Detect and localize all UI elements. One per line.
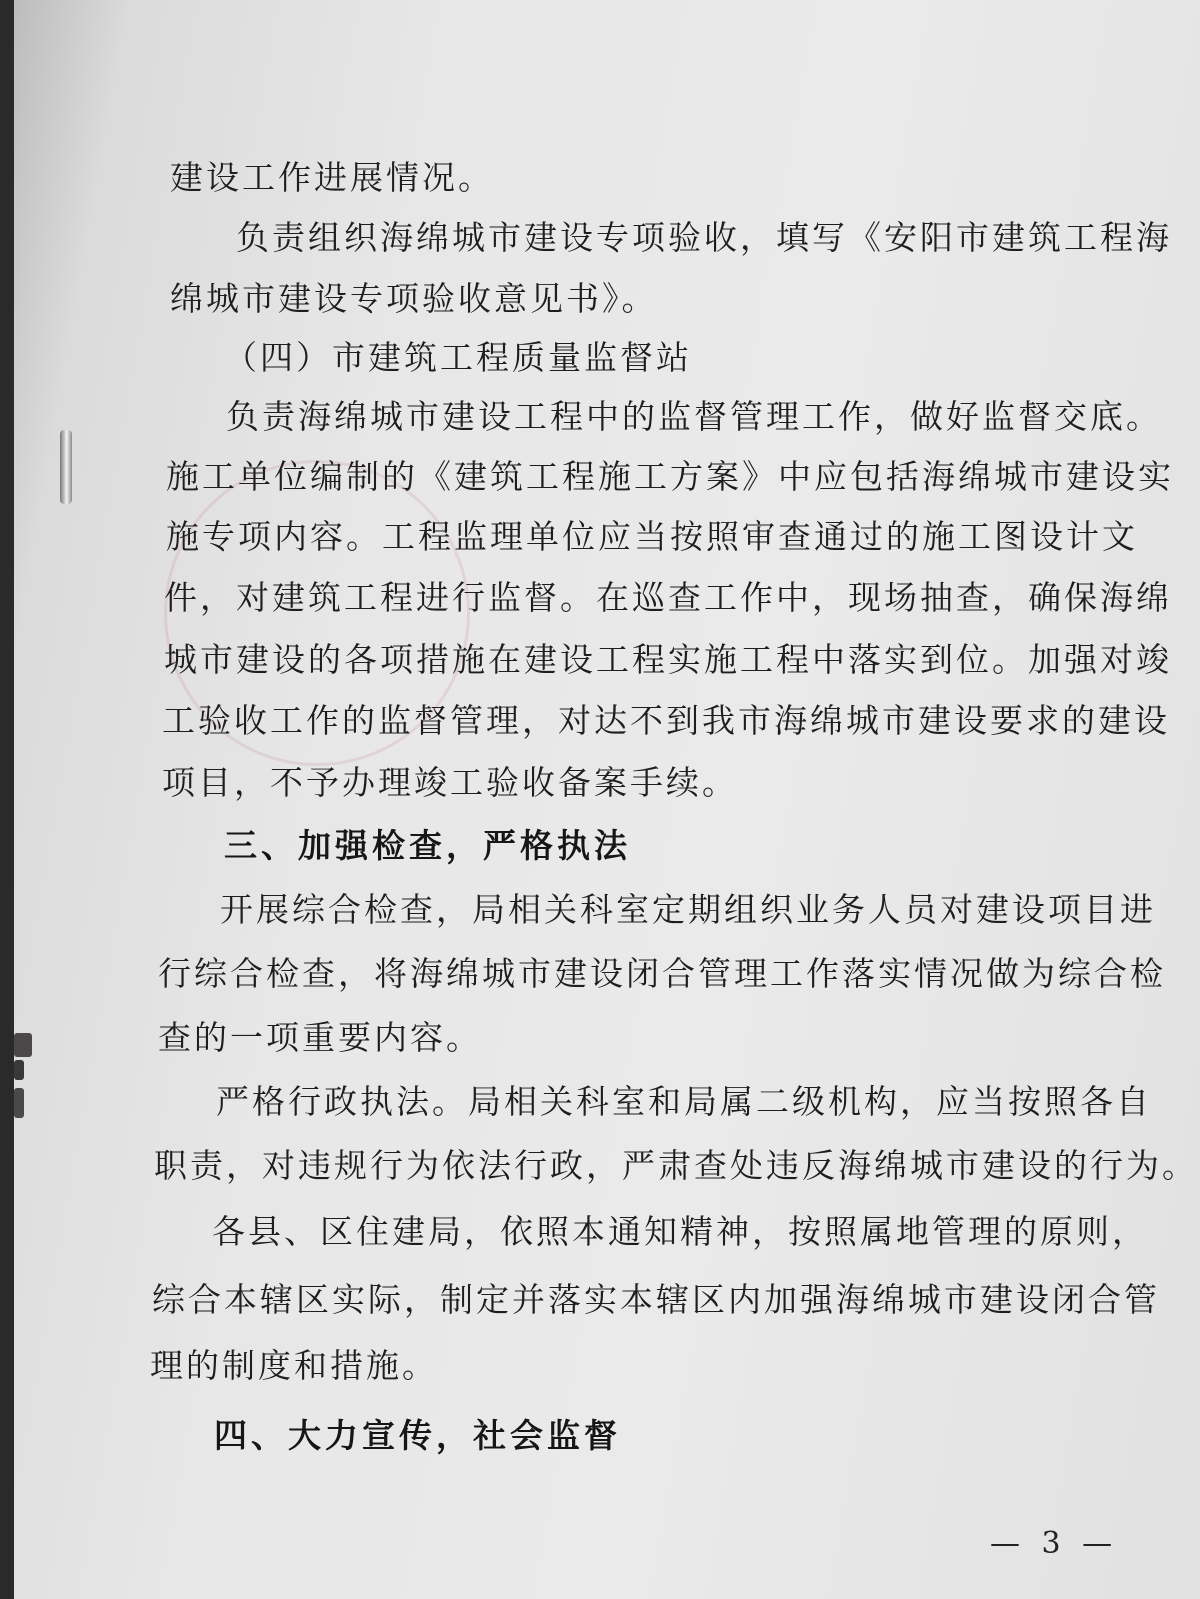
text-line: 城市建设的各项措施在建设工程实施工程中落实到位。加强对竣 (164, 640, 1172, 679)
section-heading: 四、大力宣传，社会监督 (214, 1416, 621, 1455)
text-line: 件，对建筑工程进行监督。在巡查工作中，现场抽查，确保海绵 (164, 578, 1172, 617)
section-heading: 三、加强检查，严格执法 (224, 826, 631, 865)
text-line: 施专项内容。工程监理单位应当按照审查通过的施工图设计文 (166, 517, 1138, 556)
text-line: 各县、区住建局，依照本通知精神，按照属地管理的原则， (212, 1212, 1148, 1251)
text-line: 职责，对违规行为依法行政，严肃查处违反海绵城市建设的行为。 (154, 1146, 1198, 1185)
section-subheading: （四）市建筑工程质量监督站 (224, 338, 692, 377)
text-line: 严格行政执法。局相关科室和局属二级机构，应当按照各自 (216, 1082, 1152, 1121)
text-line: 理的制度和措施。 (150, 1346, 438, 1385)
text-line: 开展综合检查，局相关科室定期组织业务人员对建设项目进 (220, 890, 1156, 929)
document-page (14, 0, 1200, 1599)
text-line: 建设工作进展情况。 (170, 158, 494, 197)
binding-hole (14, 1033, 32, 1057)
binding-hole (14, 1060, 24, 1080)
text-line: 负责组织海绵城市建设专项验收，填写《安阳市建筑工程海 (236, 218, 1172, 257)
binding-hole (14, 1088, 24, 1118)
text-line: 综合本辖区实际，制定并落实本辖区内加强海绵城市建设闭合管 (152, 1280, 1160, 1319)
staple (60, 430, 72, 504)
text-line: 行综合检查，将海绵城市建设闭合管理工作落实情况做为综合检 (158, 954, 1166, 993)
page-number: — 3 — (990, 1526, 1119, 1561)
text-line: 负责海绵城市建设工程中的监督管理工作，做好监督交底。 (226, 397, 1162, 436)
text-line: 查的一项重要内容。 (158, 1018, 482, 1057)
text-line: 项目，不予办理竣工验收备案手续。 (162, 763, 738, 802)
text-line: 绵城市建设专项验收意见书》。 (170, 279, 658, 318)
text-line: 工验收工作的监督管理，对达不到我市海绵城市建设要求的建设 (162, 701, 1170, 740)
text-line: 施工单位编制的《建筑工程施工方案》中应包括海绵城市建设实 (166, 457, 1174, 496)
